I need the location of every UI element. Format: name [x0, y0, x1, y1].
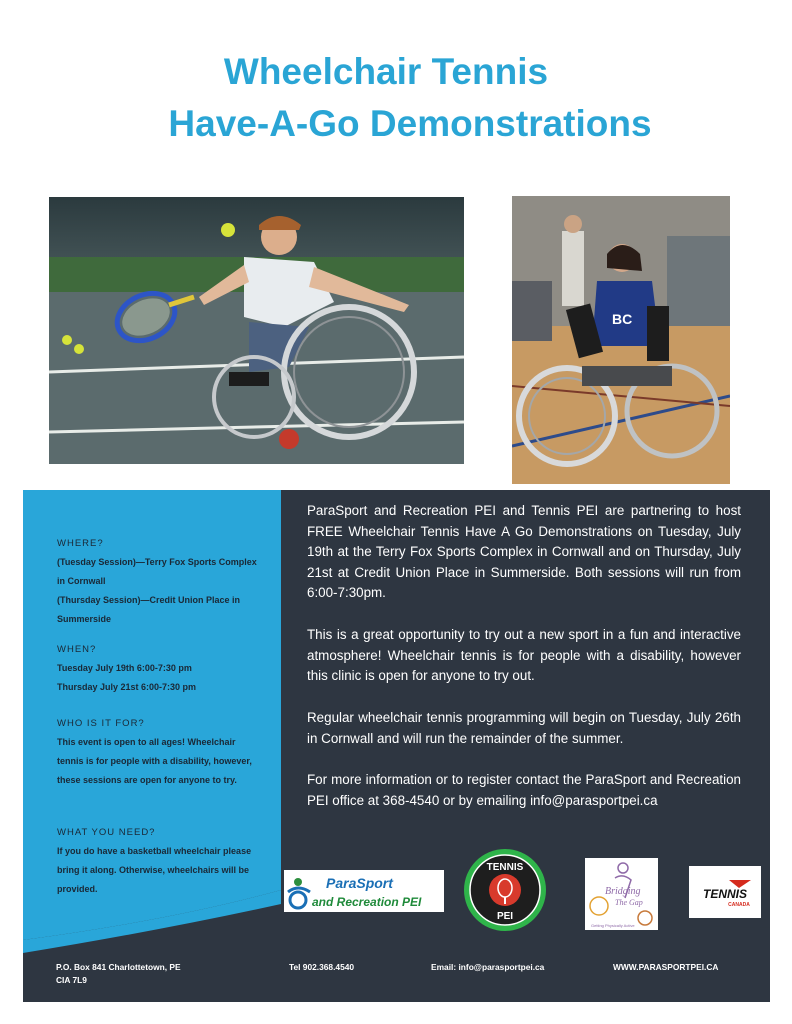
need-section — [57, 823, 257, 899]
footer-address — [56, 961, 236, 987]
tennis-player-photo — [49, 197, 464, 464]
when-heading: WHEN? — [57, 644, 97, 655]
footer-address-line-2: CIA 7L9 — [56, 975, 87, 985]
tennis-pei-logo — [463, 848, 547, 932]
need-text: If you do have a basketball wheelchair please bring it along. Otherwise, wheelchairs will be provided. — [57, 846, 252, 894]
who-text: This event is open to all ages! Wheelchair tennis is for people with a disability, however, these sessions are open for anyone to try. — [57, 737, 252, 785]
tennis-canada-logo — [689, 866, 761, 918]
title-line-2: Have-A-Go Demonstrations — [168, 103, 652, 144]
svg-text:and Recreation PEI: and Recreation PEI — [312, 895, 422, 909]
contact-paragraph: For more information or to register contact the ParaSport and Recreation PEI office at 368-4540 or by emailing info@parasportpei.ca — [307, 772, 741, 808]
need-heading: WHAT YOU NEED? — [57, 827, 156, 838]
where-line-1: (Tuesday Session)—Terry Fox Sports Complex in Cornwall — [57, 557, 257, 586]
when-line-2: Thursday July 21st 6:00-7:30 pm — [57, 682, 197, 692]
where-section — [57, 534, 257, 629]
who-section — [57, 714, 257, 790]
svg-text:Bridging: Bridging — [605, 886, 641, 897]
when-line-1: Tuesday July 19th 6:00-7:30 pm — [57, 663, 192, 673]
svg-text:PEI: PEI — [496, 911, 514, 922]
where-heading: WHERE? — [57, 538, 104, 549]
who-heading: WHO IS IT FOR? — [57, 718, 145, 729]
footer-phone: Tel 902.368.4540 — [289, 962, 355, 972]
svg-text:CANADA: CANADA — [728, 902, 750, 908]
svg-text:The Gap: The Gap — [615, 898, 643, 907]
parasport-logo — [284, 870, 444, 912]
svg-text:Getting Physically Active: Getting Physically Active — [591, 923, 635, 928]
bridging-the-gap-logo — [585, 858, 658, 930]
title-line-1: Wheelchair Tennis — [223, 51, 549, 92]
footer-website: WWW.PARASPORTPEI.CA — [613, 962, 719, 972]
opportunity-paragraph: This is a great opportunity to try out a new sport in a fun and interactive atmosphere! Wheelchair tennis is for people with a disability, however this clinic is open for anyone to try out. — [307, 627, 741, 683]
when-section — [57, 640, 257, 697]
svg-text:TENNIS: TENNIS — [702, 887, 748, 901]
svg-text:TENNIS: TENNIS — [486, 862, 524, 873]
svg-text:ParaSport: ParaSport — [326, 875, 393, 891]
footer-email: Email: info@parasportpei.ca — [431, 962, 545, 972]
where-line-2: (Thursday Session)—Credit Union Place in Summerside — [57, 595, 241, 624]
wheelchair-athlete-photo — [512, 196, 730, 484]
intro-paragraph: ParaSport and Recreation PEI and Tennis PEI are partnering to host FREE Wheelchair Tennis Have A Go Demonstrations on Tuesday, July 19th at the Terry Fox Sports Complex in Cornwall and on Thursday, July 21st at Credit Union Place in Summerside. Both sessions will run from 6:00-7:30pm. — [307, 503, 741, 600]
footer-address-line-1: P.O. Box 841 Charlottetown, PE — [56, 962, 181, 972]
programming-paragraph: Regular wheelchair tennis programming will begin on Tuesday, July 26th in Cornwall and will run the remainder of the summer. — [307, 710, 741, 746]
svg-text:BC: BC — [612, 311, 633, 327]
